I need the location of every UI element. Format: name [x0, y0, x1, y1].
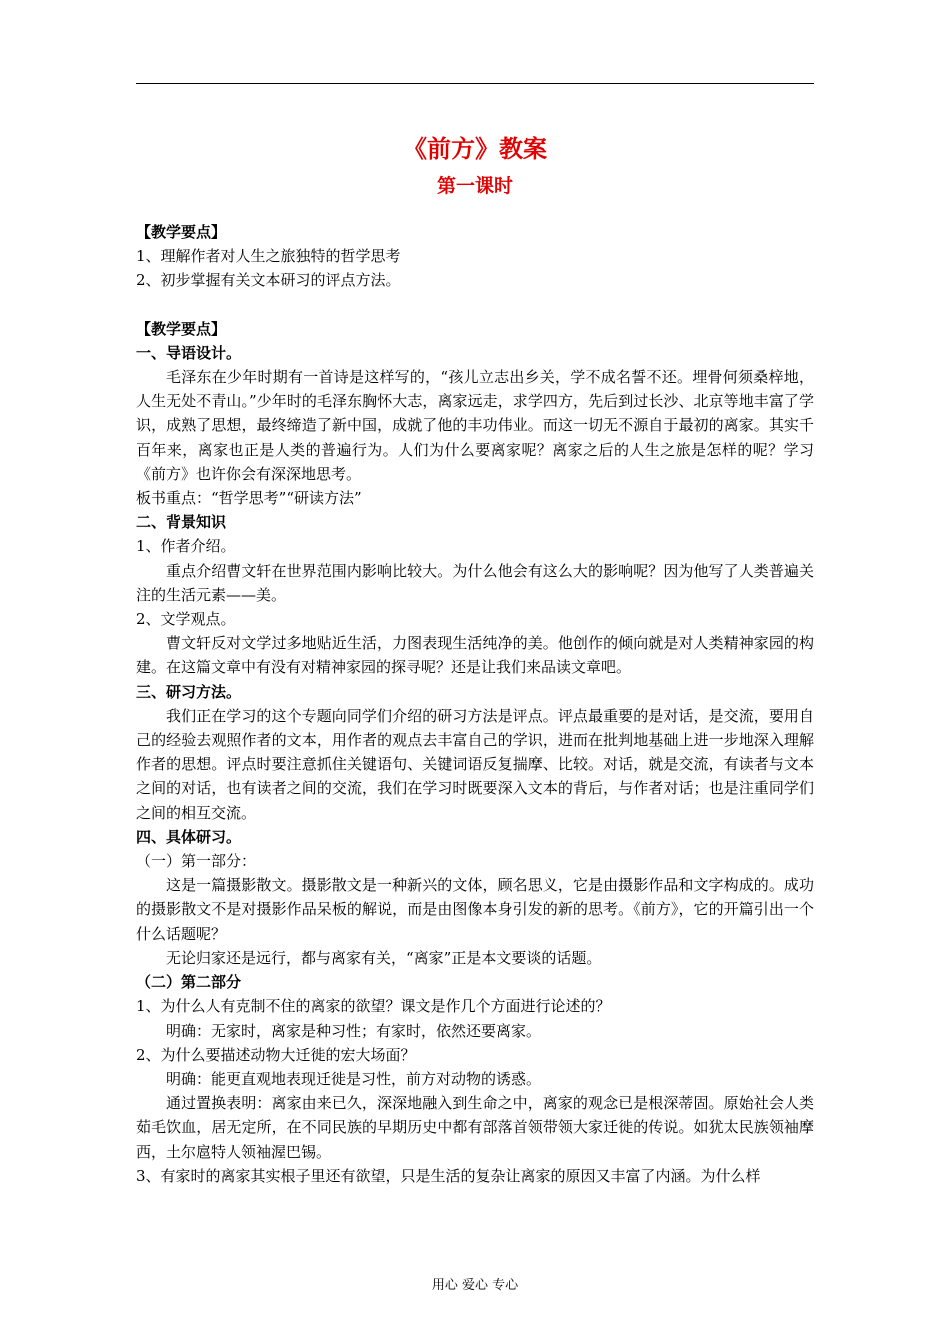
key-point-item: 2、初步掌握有关文本研习的评点方法。 — [136, 271, 401, 290]
heading-background: 二、背景知识 — [136, 513, 227, 532]
part-two-label: （二）第二部分 — [136, 973, 242, 992]
item-literary-view: 2、文学观点。 — [136, 610, 236, 629]
paragraph-intro: 毛泽东在少年时期有一首诗是这样写的，“孩儿立志出乡关，学不成名誓不还。埋骨何须桑梓地，人生无处不青山。”少年时的毛泽东胸怀大志，离家远走，求学四方，先后到过长沙、北京等地丰富了学识，成熟了思想，最终缔造了新中国，成就了他的丰功伟业。而这一切无不源自于最初的离家。其实千百年来，离家也正是人类的普遍行为。人们为什么要离家呢？离家之后的人生之旅是怎样的呢？学习《前方》也许你会有深深地思考。 — [136, 368, 814, 483]
paragraph-author: 重点介绍曹文轩在世界范围内影响比较大。为什么他会有这么大的影响呢？因为他写了人类普遍关注的生活元素——美。 — [136, 561, 814, 604]
paragraph-part-one: 这是一篇摄影散文。摄影散文是一种新兴的文体，顾名思义，它是由摄影作品和文字构成的。成功的摄影散文不是对摄影作品呆板的解说，而是由图像本身引发的新的思考。《前方》，它的开篇引出一个什么话题呢？ — [136, 876, 814, 943]
paragraph-study-method: 我们正在学习的这个专题向同学们介绍的研习方法是评点。评点最重要的是对话，是交流，要用自己的经验去观照作者的文本，用作者的观点去丰富自己的学识，进而在批判地基础上进一步地深入理解作者的思想。评点时要注意抓住关键语句、关键词语反复揣摩、比较。对话，就是交流，有读者与文本之间的对话，也有读者之间的交流，我们在学习时既要深入文本的背后，与作者对话；也是注重同学们之间的相互交流。 — [136, 706, 814, 822]
paragraph-part-one-topic: 无论归家还是远行，都与离家有关，“离家”正是本文要谈的话题。 — [166, 948, 602, 967]
page-footer: 用心 爱心 专心 — [431, 1278, 519, 1293]
heading-study-method: 三、研习方法。 — [136, 682, 242, 701]
heading-intro-design: 一、导语设计。 — [136, 343, 242, 362]
question-2: 2、为什么要描述动物大迁徙的宏大场面？ — [136, 1045, 416, 1064]
item-author-intro: 1、作者介绍。 — [136, 537, 236, 556]
board-summary: 板书重点：“哲学思考”“研读方法” — [136, 489, 362, 508]
document-body — [136, 128, 814, 1188]
document-subtitle: 第一课时 — [436, 175, 513, 197]
key-point-item: 1、理解作者对人生之旅独特的哲学思考 — [136, 247, 401, 266]
part-one-label: （一）第一部分： — [136, 852, 257, 871]
answer-2: 明确：能更直观地表现迁徙是习性，前方对动物的诱惑。 — [166, 1069, 542, 1088]
answer-1: 明确：无家时，离家是种习性；有家时，依然还要离家。 — [166, 1021, 542, 1040]
paragraph-replacement: 通过置换表明：离家由来已久，深深地融入到生命之中，离家的观念已是根深蒂固。原始社会人类茹毛饮血，居无定所，在不同民族的早期历史中都有部落首领带领大家迁徙的传说。如犹太民族领袖摩西，土尔扈特人领袖渥巴锡。 — [136, 1094, 814, 1161]
document-title: 《前方》教案 — [403, 134, 547, 163]
section-heading-key-points: 【教学要点】 — [136, 223, 227, 241]
question-1: 1、为什么人有克制不住的离家的欲望？课文是作几个方面进行论述的？ — [136, 997, 611, 1016]
header-rule — [136, 83, 814, 84]
section-heading-key-points-2: 【教学要点】 — [136, 319, 227, 338]
paragraph-literary-view: 曹文轩反对文学过多地贴近生活，力图表现生活纯净的美。他创作的倾向就是对人类精神家园的构建。在这篇文章中有没有对精神家园的探寻呢？还是让我们来品读文章吧。 — [136, 634, 814, 677]
heading-specific-study: 四、具体研习。 — [136, 827, 242, 846]
section-gap — [136, 293, 814, 317]
question-3: 3、有家时的离家其实根子里还有欲望，只是生活的复杂让离家的原因又丰富了内涵。为什么样 — [136, 1166, 761, 1185]
